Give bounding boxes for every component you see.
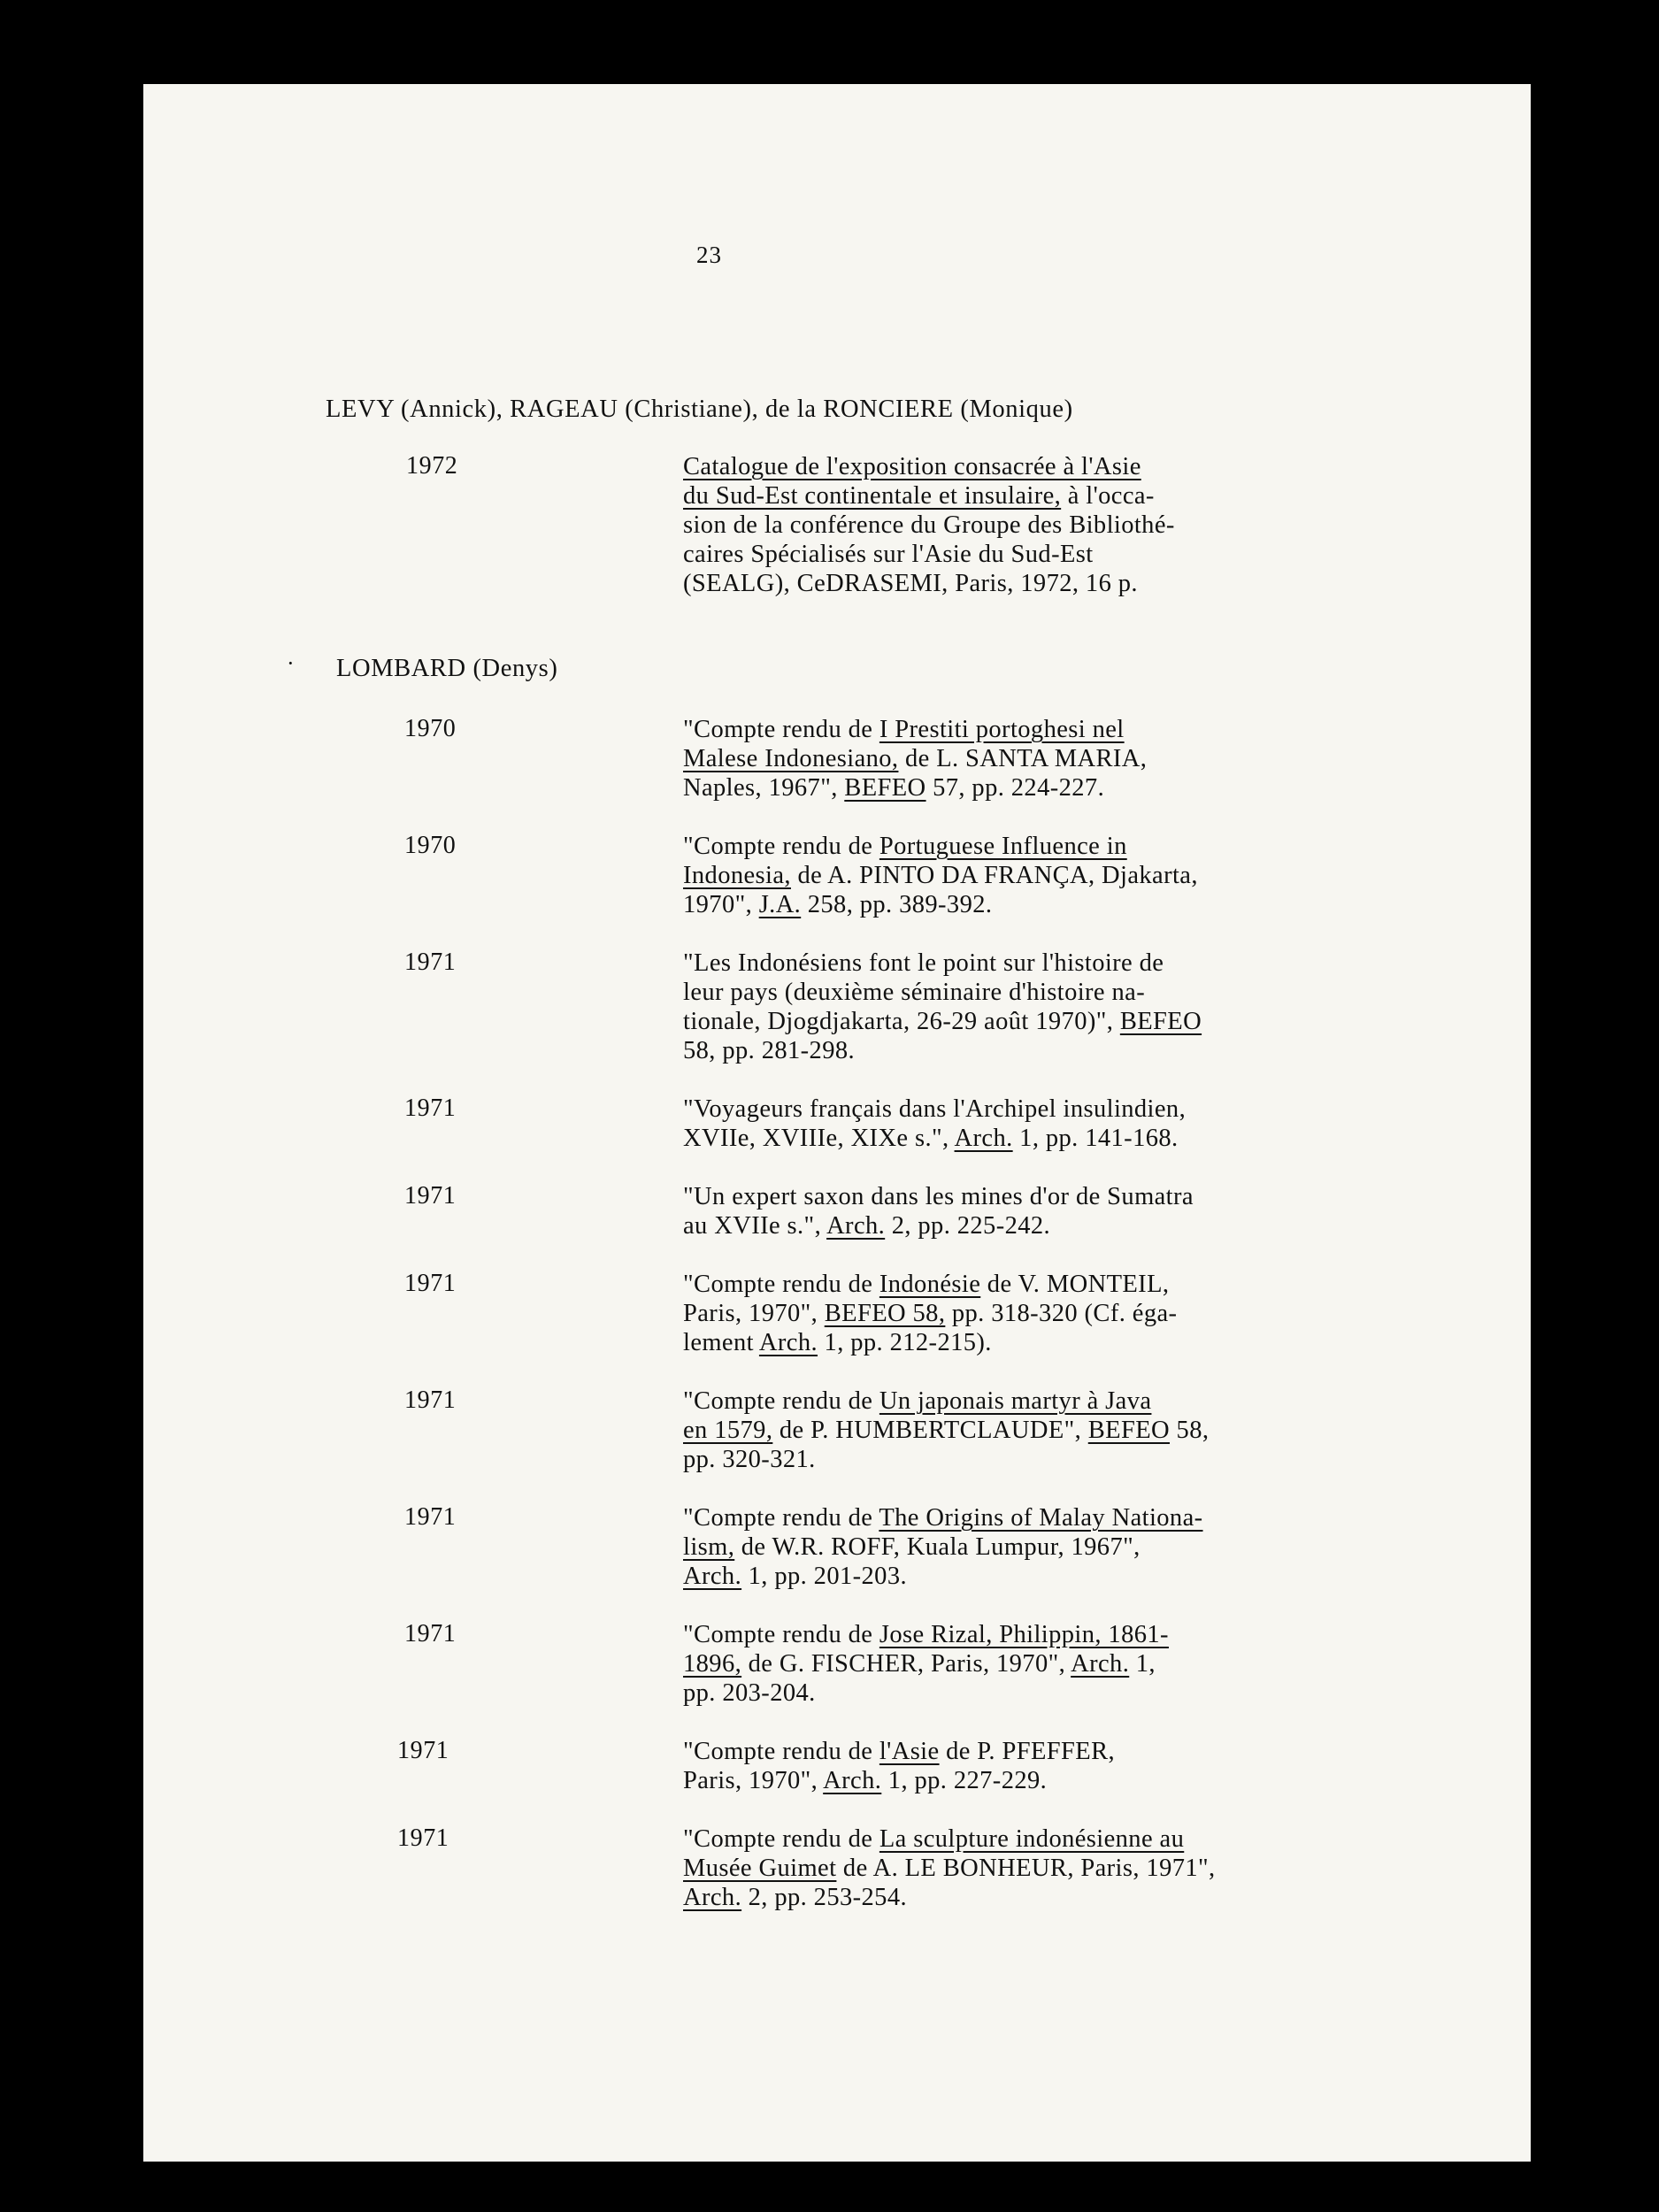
entry-line <box>683 1007 1462 1036</box>
entry-year: 1970 <box>404 832 457 859</box>
entry-line <box>683 1854 1462 1883</box>
entry-text: tionale, Djogdjakarta, 26-29 août 1970)", <box>683 1008 1120 1035</box>
entry-text: lement <box>683 1329 759 1356</box>
entry-text: pp. 203-204. <box>683 1679 816 1707</box>
entry-line <box>683 1182 1462 1211</box>
entry-line <box>683 744 1462 773</box>
entry-line <box>683 1503 1462 1532</box>
entry-line <box>683 1824 1462 1854</box>
entry-text: XVIIe, XVIIIe, XIXe s.", <box>683 1125 955 1152</box>
entry-line <box>683 1211 1462 1240</box>
entry-year: 1971 <box>404 1094 457 1122</box>
entry-text: 1970", <box>683 891 759 918</box>
underlined-title: Arch. <box>826 1212 886 1240</box>
entry-year: 1972 <box>406 452 458 480</box>
entry-text: (SEALG), CeDRASEMI, Paris, 1972, 16 p. <box>683 570 1138 597</box>
entry-line <box>683 511 1462 540</box>
entry-year: 1971 <box>404 1503 457 1531</box>
author-heading: LOMBARD (Denys) <box>336 655 558 682</box>
entry-line <box>683 1094 1462 1124</box>
entry-text: "Les Indonésiens font le point sur l'histoire de <box>683 949 1164 977</box>
entry-year: 1971 <box>397 1824 449 1852</box>
entry-line <box>683 481 1462 511</box>
bibliography-entry <box>683 1386 1462 1474</box>
entry-text: 2, pp. 225-242. <box>885 1212 1051 1240</box>
entry-line <box>683 773 1462 803</box>
entry-line <box>683 1562 1462 1591</box>
underlined-title: lism, <box>683 1533 735 1561</box>
underlined-title: La sculpture indonésienne au <box>879 1825 1185 1853</box>
underlined-title: I Prestiti portoghesi nel <box>879 716 1125 743</box>
bibliography-entry <box>683 1094 1462 1153</box>
entry-line <box>683 978 1462 1007</box>
entry-text: "Compte rendu de <box>683 1825 879 1853</box>
entry-text: Paris, 1970", <box>683 1300 825 1327</box>
underlined-title: BEFEO <box>1119 1008 1202 1035</box>
entry-text: leur pays (deuxième séminaire d'histoire na- <box>683 979 1146 1006</box>
entry-year: 1971 <box>404 1182 457 1210</box>
bibliography-entry <box>683 1737 1462 1795</box>
underlined-title: Arch. <box>1071 1650 1130 1678</box>
entry-text: caires Spécialisés sur l'Asie du Sud-Est <box>683 541 1094 568</box>
entry-line <box>683 1299 1462 1328</box>
bibliography-entry <box>683 1182 1462 1240</box>
entry-text: 258, pp. 389-392. <box>801 891 993 918</box>
entry-text: 1, pp. 201-203. <box>741 1563 907 1590</box>
entry-text: 58, pp. 281-298. <box>683 1037 856 1064</box>
entry-line <box>683 540 1462 569</box>
underlined-title: Portuguese Influence in <box>879 833 1127 860</box>
entry-year: 1971 <box>404 1386 457 1414</box>
entry-line <box>683 1328 1462 1357</box>
bibliography-entry <box>683 1824 1462 1912</box>
underlined-title: J.A. <box>758 891 802 918</box>
underlined-title: 1896, <box>683 1650 742 1678</box>
underlined-title: Arch. <box>683 1563 742 1590</box>
bibliography-entry <box>683 452 1462 598</box>
bibliography-entry <box>683 1270 1462 1357</box>
entry-text: 1, pp. 212-215). <box>818 1329 992 1356</box>
underlined-title: BEFEO <box>1087 1417 1171 1444</box>
entry-text: de L. SANTA MARIA, <box>898 745 1148 772</box>
entry-text: de G. FISCHER, Paris, 1970", <box>741 1650 1071 1678</box>
entry-text: 1, <box>1129 1650 1156 1678</box>
underlined-title: BEFEO 58, <box>824 1300 946 1327</box>
entry-line <box>683 1036 1462 1065</box>
entry-line <box>683 1124 1462 1153</box>
underlined-title: du Sud-Est continentale et insulaire, <box>683 482 1062 510</box>
underlined-title: Un japonais martyr à Java <box>879 1387 1152 1415</box>
entry-year: 1971 <box>404 1620 457 1647</box>
entry-text: Paris, 1970", <box>683 1767 824 1794</box>
entry-text: "Compte rendu de <box>683 1621 879 1648</box>
entry-text: à l'occa- <box>1061 482 1155 510</box>
bibliography-entry <box>683 832 1462 919</box>
entry-text: de A. PINTO DA FRANÇA, Djakarta, <box>790 862 1198 889</box>
entry-text: de W.R. ROFF, Kuala Lumpur, 1967", <box>734 1533 1141 1561</box>
entry-text: de V. MONTEIL, <box>980 1271 1170 1298</box>
entry-text: "Compte rendu de <box>683 716 879 743</box>
entry-text: "Voyageurs français dans l'Archipel insulindien, <box>683 1095 1187 1123</box>
entry-year: 1970 <box>404 715 457 742</box>
entry-line <box>683 452 1462 481</box>
entry-line <box>683 569 1462 598</box>
entry-text: au XVIIe s.", <box>683 1212 827 1240</box>
entry-text: de P. HUMBERTCLAUDE", <box>772 1417 1088 1444</box>
entry-line <box>683 832 1462 861</box>
entry-line <box>683 1386 1462 1416</box>
list-bullet: · <box>287 650 295 676</box>
entry-line <box>683 1737 1462 1766</box>
entry-text: Naples, 1967", <box>683 774 845 802</box>
entry-text: 58, <box>1170 1417 1210 1444</box>
entry-text: "Compte rendu de <box>683 1504 879 1532</box>
entry-line <box>683 1532 1462 1562</box>
entry-line <box>683 1270 1462 1299</box>
entry-line <box>683 861 1462 890</box>
underlined-title: Jose Rizal, Philippin, 1861- <box>879 1621 1169 1648</box>
underlined-title: Malese Indonesiano, <box>683 745 899 772</box>
entry-text: 2, pp. 253-254. <box>741 1884 907 1911</box>
author-heading: LEVY (Annick), RAGEAU (Christiane), de la RONCIERE (Monique) <box>326 396 1073 423</box>
bibliography-entry <box>683 1503 1462 1591</box>
underlined-title: l'Asie <box>879 1738 940 1765</box>
entry-text: sion de la conférence du Groupe des Bibliothé- <box>683 511 1175 539</box>
underlined-title: Catalogue de l'exposition consacrée à l'Asie <box>683 453 1141 480</box>
entry-year: 1971 <box>397 1737 449 1764</box>
entry-text: 57, pp. 224-227. <box>926 774 1105 802</box>
underlined-title: en 1579, <box>683 1417 773 1444</box>
entry-text: de P. PFEFFER, <box>939 1738 1116 1765</box>
entry-year: 1971 <box>404 949 457 976</box>
underlined-title: BEFEO <box>844 774 926 802</box>
underlined-title: Arch. <box>683 1884 742 1911</box>
entry-line <box>683 1416 1462 1445</box>
underlined-title: Musée Guimet <box>683 1855 837 1882</box>
entry-year: 1971 <box>404 1270 457 1297</box>
entry-text: "Compte rendu de <box>683 1271 879 1298</box>
bibliography-entry <box>683 949 1462 1065</box>
entry-line <box>683 1649 1462 1678</box>
bibliography-entry <box>683 1620 1462 1708</box>
entry-text: "Compte rendu de <box>683 833 879 860</box>
document-page <box>143 84 1531 2162</box>
entry-text: "Compte rendu de <box>683 1387 879 1415</box>
underlined-title: Indonésie <box>879 1271 981 1298</box>
entry-line <box>683 949 1462 978</box>
entry-text: pp. 318-320 (Cf. éga- <box>945 1300 1178 1327</box>
entry-text: de A. LE BONHEUR, Paris, 1971", <box>836 1855 1216 1882</box>
entry-line <box>683 715 1462 744</box>
entry-text: 1, pp. 141-168. <box>1012 1125 1179 1152</box>
entry-line <box>683 1620 1462 1649</box>
entry-line <box>683 1883 1462 1912</box>
page-number: 23 <box>696 242 722 268</box>
entry-text: pp. 320-321. <box>683 1446 816 1473</box>
entry-text: "Compte rendu de <box>683 1738 879 1765</box>
underlined-title: The Origins of Malay Nationa- <box>879 1504 1203 1532</box>
entry-line <box>683 890 1462 919</box>
underlined-title: Arch. <box>823 1767 882 1794</box>
entry-line <box>683 1445 1462 1474</box>
entry-text: "Un expert saxon dans les mines d'or de Sumatra <box>683 1183 1194 1210</box>
underlined-title: Arch. <box>954 1125 1013 1152</box>
bibliography-entry <box>683 715 1462 803</box>
entry-line <box>683 1678 1462 1708</box>
entry-line <box>683 1766 1462 1795</box>
underlined-title: Arch. <box>758 1329 818 1356</box>
underlined-title: Indonesia, <box>683 862 791 889</box>
entry-text: 1, pp. 227-229. <box>881 1767 1048 1794</box>
